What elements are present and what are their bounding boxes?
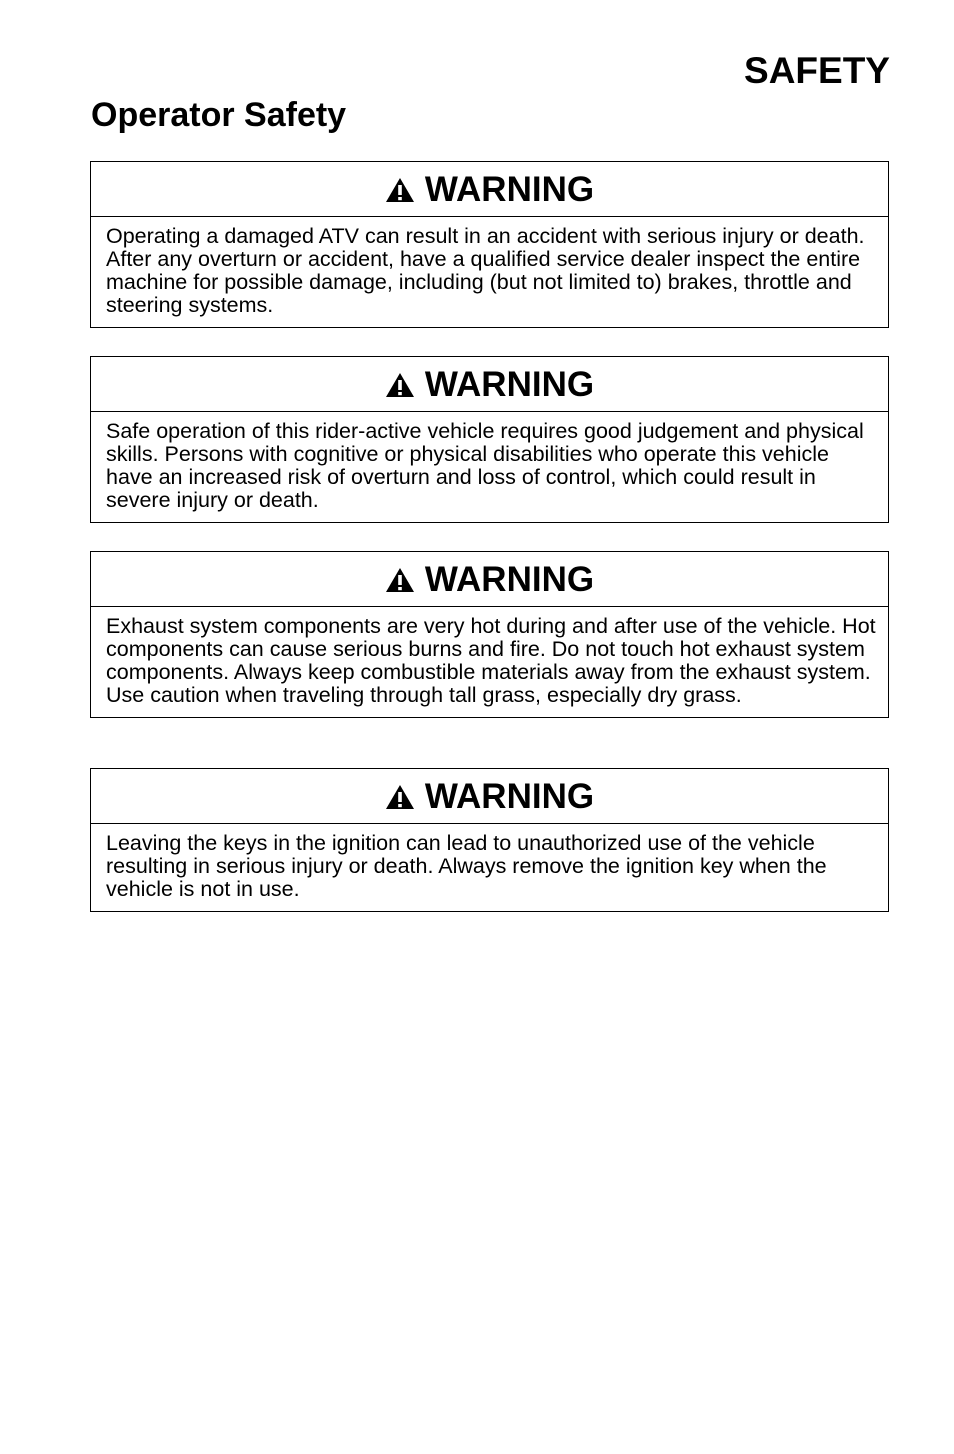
warning-box-hot-exhaust	[90, 551, 889, 718]
warning-text: Leaving the keys in the ignition can lead to unauthorized use of the vehicle resulting in serious injury or death. Always remove the ignition key when the vehicle is not in use.	[106, 831, 827, 901]
warning-text: Safe operation of this rider-active vehicle requires good judgement and physical skills. Persons with cognitive or physical disabilities who operate this vehicle have an increased risk of overturn and loss of control, which could result in severe injury or death.	[106, 419, 864, 512]
warning-label: WARNING	[424, 364, 595, 404]
warning-label: WARNING	[424, 169, 595, 209]
warning-label: WARNING	[424, 776, 595, 816]
warning-header	[91, 769, 888, 824]
section-header: SAFETY	[744, 50, 890, 91]
warning-box-rider-active-vehicle	[90, 356, 889, 523]
warning-triangle-icon	[385, 567, 415, 593]
warning-label: WARNING	[424, 559, 595, 599]
warning-text: Exhaust system components are very hot during and after use of the vehicle. Hot components can cause serious burns and fire. Do not touch hot exhaust system components. Always keep combustible materials away from the exhaust system. Use caution when traveling through tall grass, especially dry grass.	[106, 614, 876, 707]
warning-triangle-icon	[385, 372, 415, 398]
warning-triangle-icon	[385, 784, 415, 810]
warning-triangle-icon	[385, 177, 415, 203]
warning-box-ignition-keys	[90, 768, 889, 912]
page-title: Operator Safety	[91, 96, 347, 134]
warning-box-operating-damaged-atv	[90, 161, 889, 328]
warning-header	[91, 552, 888, 607]
warning-header	[91, 162, 888, 217]
warning-header	[91, 357, 888, 412]
warning-text: Operating a damaged ATV can result in an accident with serious injury or death. After any overturn or accident, have a qualified service dealer inspect the entire machine for possible damage, including (but not limited to) brakes, throttle and steering systems.	[106, 224, 865, 317]
